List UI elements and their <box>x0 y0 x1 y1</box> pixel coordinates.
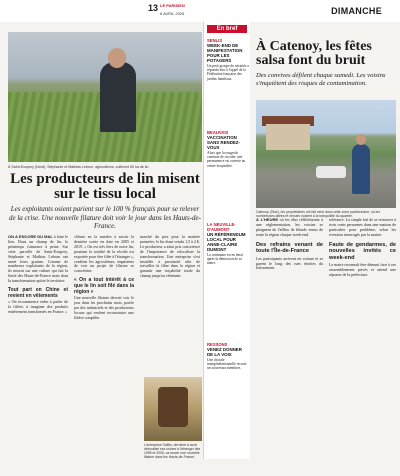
flax-field-photo <box>144 377 202 441</box>
photo-caption: Catenoy (Oise), les propriétaires ont fait venir dans cette zone pavillonnaire, où les nombreuses allées et venues nuisent à la tranquillité du quartier. <box>256 210 381 218</box>
page-header <box>0 0 400 23</box>
brief-title: VACCINATION SANS RENDEZ-VOUS <box>207 135 240 150</box>
drop-intro: ON A ENCORE DU MAL <box>8 235 53 239</box>
flax-farmers-photo <box>8 32 202 162</box>
article-column-3 <box>140 235 200 279</box>
brief-item <box>207 342 249 371</box>
body-text: clôture en la matière à savoir la dernière sortie en date en 2005 et 2019. « On est très fiers de notre lin, pourtant la totalité de la récolte est exportée pour être filée à l'étranger », confient les agriculteurs, impatients de voir un projet de filature se concrétiser. <box>74 235 134 274</box>
catenoy-street-photo <box>256 100 396 208</box>
article-headline: À Catenoy, les fêtes salsa font du bruit <box>256 39 372 68</box>
subhead: Tout part en Chine et revient en vêtements <box>8 287 68 300</box>
article-standfirst: Des convives défilent chaque samedi. Les voisins s'inquiètent des risques de contamination. <box>256 72 386 87</box>
article-body <box>8 235 202 471</box>
section-title: DIMANCHE <box>331 6 382 16</box>
brief-title: WEEK-END DE MANIFESTATION POUR LES POTAGERS <box>207 43 243 63</box>
body-text: où les élus réfléchissent à une réglementation, les voisins se plaignent de l'afflux de fêtards venus de toute la région chaque week-end. <box>256 218 324 237</box>
brief-text: Une chorale intergénérationnelle recrute ses nouveaux membres. <box>207 358 247 371</box>
brief-title: VENEZ DONNER DE LA VOIX <box>207 347 242 357</box>
brief-text: Alors que la rougeole continue de circuler, une permanence est ouverte au centre hospitalier. <box>207 151 246 168</box>
article-column-2 <box>74 235 134 321</box>
issue-date: 6 AVRIL 2025 <box>160 11 185 16</box>
drop-intro: À L'HEURE <box>256 218 279 222</box>
subhead: Faute de gendarmes, de nouvelles invités ce week-end <box>329 241 396 261</box>
brief-item <box>207 130 249 168</box>
article-column-1 <box>256 218 323 271</box>
body-text: Une nouvelle filature devrait voir le jour dans les prochains mois, portée par des industriels et des producteurs locaux qui veulent reconstruire une filière complète. <box>74 295 134 320</box>
brief-tag: LA NEUVILLE-D'AUMONT <box>207 222 236 232</box>
body-text: Les participants arrivent en voiture et se garent le long des rues étroites du lotissement. <box>256 255 323 271</box>
brief-tag: RESSONS <box>207 342 228 347</box>
brief-text: Un petit groupe de retraités a répondu hier à l'appel de la Fédération française des jardins familiaux. <box>207 64 249 81</box>
article-column-2 <box>329 218 396 278</box>
article-standfirst: Les exploitants osient parient sur le 100 % français pour se relever de la crise. Une nouvelle filature doit voir le jour dans les Hauts-de-France. <box>8 205 201 230</box>
brief-text: La commune est en émoi après la démission de sa maire. <box>207 253 244 266</box>
brief-tag: BEAUVAIS <box>207 130 229 135</box>
newspaper-name: LE PARISIEN <box>160 3 185 8</box>
body-text: à faire le lien. Dans un champ de lin, le printemps s'annonce à peine. Sur cette parcelle de Saint-Exupery, Stéphanie et Mathias Lebrun ont semé leurs graines. Comme de nombreux exploitants de la région, ils misent sur une culture qui fait la fierté des Hauts-de-France mais dont la transformation quitte le territoire. <box>8 235 68 284</box>
brief-item <box>207 222 249 266</box>
page-number: 13 <box>148 3 159 13</box>
body-text: Le maire reconnaît être démuni face à ces rassemblements privés et attend une réponse de la préfecture. <box>329 262 396 277</box>
body-text: « On recommence enfin à parler de la filière, à imaginer des produits entièrement transformés en France. » <box>8 299 68 314</box>
brief-item <box>207 38 249 81</box>
article-headline: Les producteurs de lin misent sur le tissu local <box>10 171 200 202</box>
brief-tag: SENLIS <box>207 38 223 43</box>
sidebar-label: En bref <box>207 25 247 33</box>
subhead: « On a tout intérêt à ce que le lin soit filé dans la région » <box>74 277 134 296</box>
main-article <box>0 22 203 459</box>
photo-caption: À Saint-Exupery (Nord), Stéphanie et Mathias Lebrun, agriculteurs, cultivent 60 ha de lin. <box>8 165 150 169</box>
photo-caption: L'entreprise Safilin, dernière à avoir délocalisé ses usines à l'étranger dès 1995 et 2005, va lancer une nouvelle filature dans les Hauts-de-France. <box>144 443 201 459</box>
body-text: tolérance. La simple fait de se retrouver à trois cents personnes dans une maison de particulier pose problème, selon les riverains interrogés par la mairie. <box>329 218 396 237</box>
secondary-article <box>250 22 400 459</box>
article-body <box>256 218 396 476</box>
news-briefs-sidebar <box>203 22 252 459</box>
brief-title: UN RÉFÉRENDUM LOCAL POUR ANNE-CLAIRE DUMONT <box>207 232 246 252</box>
article-column-1 <box>8 235 68 315</box>
body-text: marché du prix pour la matière première, le lin étant vendu 1,5 à 2 €. Le producteur a ainsi pris conscience de l'importance de relocaliser la transformation. Une entreprise s'est installée à proximité afin de travailler la fibre dans la région et garantir une traçabilité totale du champ jusqu'au vêtement. <box>140 235 200 279</box>
subhead: Des refrains venant de toute l'Île-de-France <box>256 241 323 255</box>
